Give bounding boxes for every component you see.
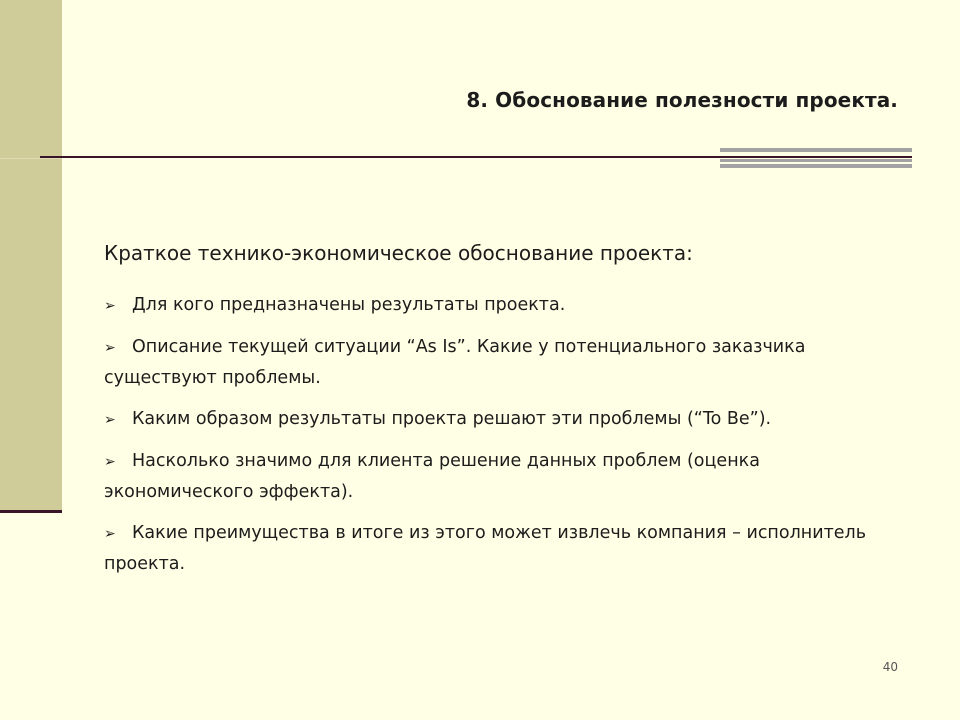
arrow-bullet-icon: ➢ [104, 340, 116, 356]
list-item-text: Каким образом результаты проекта решают эти проблемы (“To Be”). [132, 409, 772, 429]
left-decorative-panel [0, 0, 62, 512]
title-underline [40, 156, 912, 158]
page-number: 40 [882, 660, 898, 674]
left-panel-divider [0, 158, 62, 159]
list-item [104, 290, 904, 321]
list-item [104, 446, 904, 507]
bullet-list [104, 290, 904, 579]
list-item [104, 332, 904, 393]
arrow-bullet-icon: ➢ [104, 412, 116, 428]
intro-text: Краткое технико-экономическое обоснование проекта: [104, 241, 693, 265]
list-item-text: Какие преимущества в итоге из этого может извлечь компания – исполнитель проекта. [104, 523, 867, 574]
title-rule-accent-top [720, 148, 912, 152]
list-item-text: Описание текущей ситуации “As Is”. Какие у потенциального заказчика существуют проблемы. [104, 337, 806, 388]
arrow-bullet-icon: ➢ [104, 454, 116, 470]
slide-title: 8. Обоснование полезности проекта. [466, 88, 898, 112]
arrow-bullet-icon: ➢ [104, 298, 116, 314]
slide-content [104, 236, 904, 590]
list-item [104, 518, 904, 579]
title-rule-accent-bottom [720, 164, 912, 168]
list-item-text: Насколько значимо для клиента решение данных проблем (оценка экономического эффекта). [104, 451, 760, 502]
left-panel-bottom-rule [0, 510, 62, 513]
list-item [104, 404, 904, 435]
list-item-text: Для кого предназначены результаты проекта. [132, 295, 566, 315]
title-rule-accent-middle [720, 159, 912, 162]
arrow-bullet-icon: ➢ [104, 526, 116, 542]
